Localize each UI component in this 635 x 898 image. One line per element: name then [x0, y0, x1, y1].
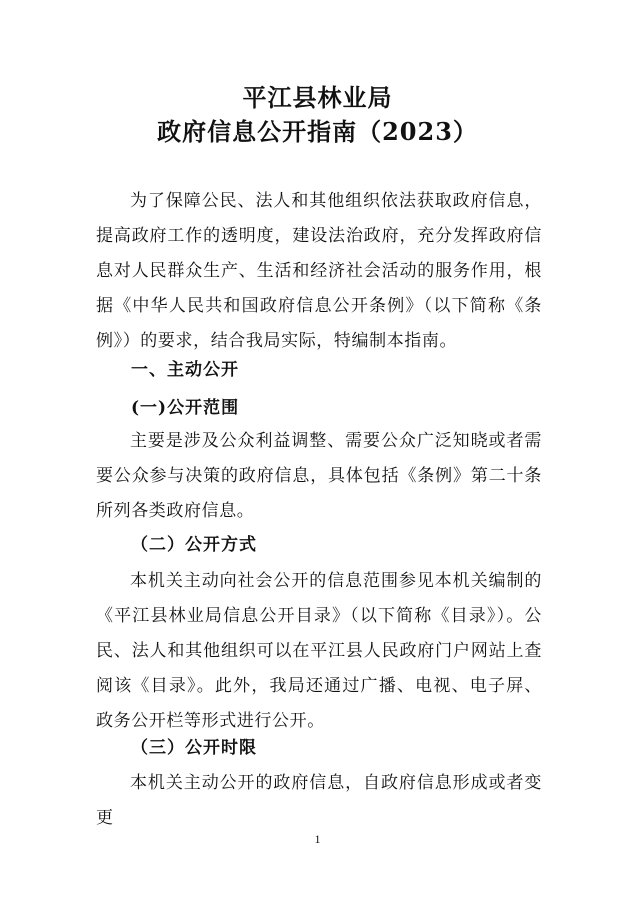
- subsection-heading-scope: (一)公开范围: [131, 398, 240, 418]
- page-number: 1: [314, 832, 321, 846]
- method-paragraph: 本机关主动向社会公开的信息范围参见本机关编制的《平江县林业局信息公开目录》（以下简称《目录》）。公民、法人和其他组织可以在平江县人民政府门户网站上查阅该《目录》。此外，我局还通过广播、电视、电子屏、政务公开栏等形式进行公开。: [96, 571, 542, 731]
- intro-paragraph: 为了保障公民、法人和其他组织依法获取政府信息，提高政府工作的透明度，建设法治政府，充分发挥政府信息对人民群众生产、生活和经济社会活动的服务作用，根据《中华人民共和国政府信息公开条例》（以下简称《条例》）的要求，结合我局实际，特编制本指南。: [96, 191, 542, 351]
- scope-paragraph: 主要是涉及公众利益调整、需要公众广泛知晓或者需要公众参与决策的政府信息，具体包括《条例》第二十条所列各类政府信息。: [96, 431, 542, 521]
- document-title-line-1: 平江县林业局: [242, 83, 393, 112]
- document-title-line-2: 政府信息公开指南（2023）: [157, 117, 478, 146]
- time-limit-paragraph: 本机关主动公开的政府信息，自政府信息形成或者变更: [96, 773, 542, 828]
- subsection-heading-time-limit: （三）公开时限: [131, 738, 257, 758]
- section-heading-proactive-disclosure: 一、主动公开: [131, 360, 239, 380]
- subsection-heading-method: （二）公开方式: [131, 535, 257, 555]
